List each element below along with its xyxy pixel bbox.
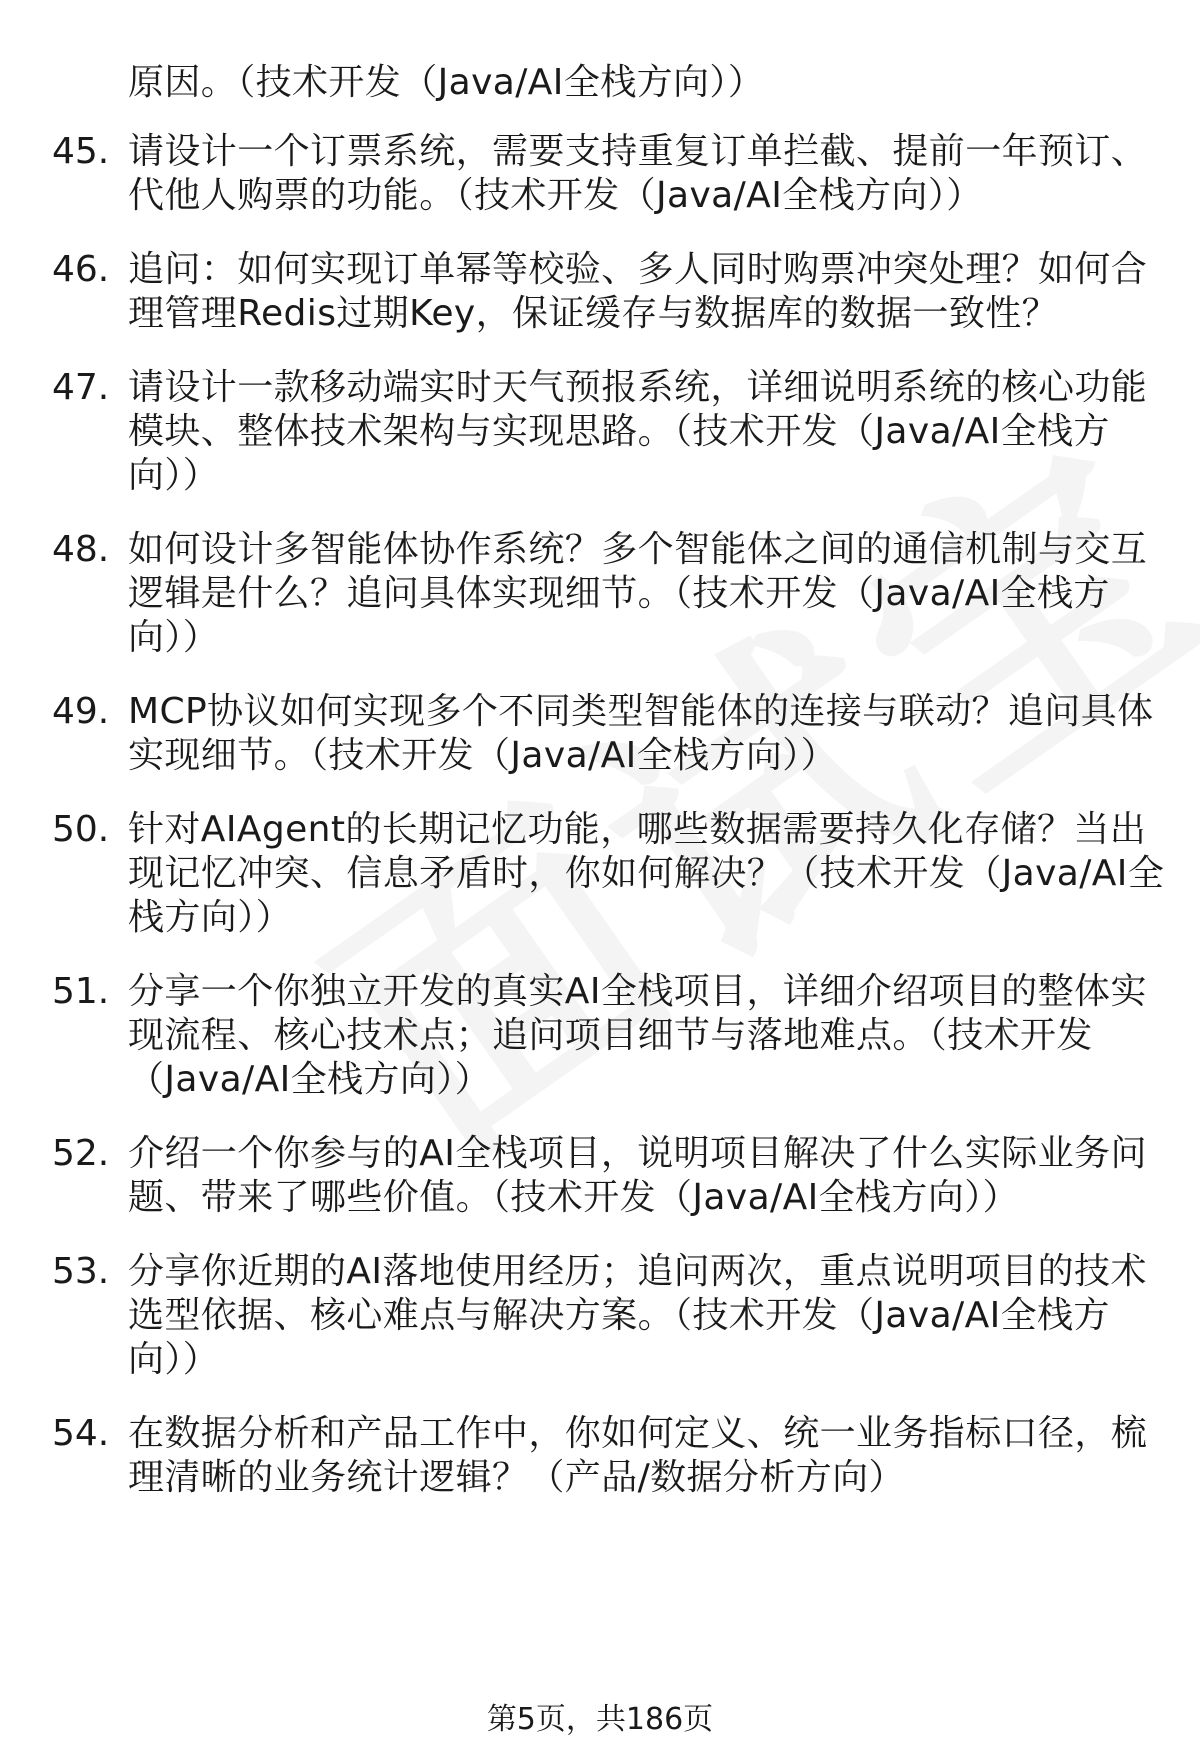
question-line: 向）） bbox=[128, 455, 220, 496]
question-number: 48. bbox=[52, 529, 110, 570]
question-line: 代他人购票的功能。（技术开发（Java/AI全栈方向）） bbox=[128, 175, 983, 216]
intro-line: 原因。（技术开发（Java/AI全栈方向）） bbox=[128, 62, 765, 103]
question-line: 模块、整体技术架构与实现思路。（技术开发（Java/AI全栈方 bbox=[128, 411, 1110, 452]
question-line: 追问：如何实现订单幂等校验、多人同时购票冲突处理？如何合 bbox=[128, 249, 1148, 290]
question-line: （Java/AI全栈方向）） bbox=[128, 1059, 492, 1100]
question-number: 52. bbox=[52, 1133, 110, 1174]
question-line: 针对AIAgent的长期记忆功能，哪些数据需要持久化存储？当出 bbox=[128, 809, 1147, 850]
question-line: MCP协议如何实现多个不同类型智能体的连接与联动？追问具体 bbox=[128, 691, 1154, 732]
question-number: 46. bbox=[52, 249, 110, 290]
question-number: 54. bbox=[52, 1413, 110, 1454]
question-number: 50. bbox=[52, 809, 110, 850]
question-line: 选型依据、核心难点与解决方案。（技术开发（Java/AI全栈方 bbox=[128, 1295, 1110, 1336]
question-line: 请设计一款移动端实时天气预报系统，详细说明系统的核心功能 bbox=[128, 367, 1148, 408]
question-number: 51. bbox=[52, 971, 110, 1012]
question-line: 请设计一个订票系统，需要支持重复订单拦截、提前一年预订、 bbox=[128, 131, 1148, 172]
question-line: 理清晰的业务统计逻辑？（产品/数据分析方向） bbox=[128, 1457, 905, 1498]
question-line: 题、带来了哪些价值。（技术开发（Java/AI全栈方向）） bbox=[128, 1177, 1020, 1218]
question-line: 逻辑是什么？追问具体实现细节。（技术开发（Java/AI全栈方 bbox=[128, 573, 1110, 614]
question-line: 介绍一个你参与的AI全栈项目，说明项目解决了什么实际业务问 bbox=[128, 1133, 1147, 1174]
question-number: 47. bbox=[52, 367, 110, 408]
question-line: 如何设计多智能体协作系统？多个智能体之间的通信机制与交互 bbox=[128, 529, 1148, 570]
question-line: 向）） bbox=[128, 1339, 220, 1380]
question-line: 栈方向）） bbox=[128, 897, 293, 938]
question-number: 53. bbox=[52, 1251, 110, 1292]
question-line: 现记忆冲突、信息矛盾时，你如何解决？（技术开发（Java/AI全 bbox=[128, 853, 1165, 894]
question-line: 在数据分析和产品工作中，你如何定义、统一业务指标口径，梳 bbox=[128, 1413, 1148, 1454]
question-line: 向）） bbox=[128, 617, 220, 658]
question-line: 分享你近期的AI落地使用经历；追问两次，重点说明项目的技术 bbox=[128, 1251, 1147, 1292]
question-line: 理管理Redis过期Key，保证缓存与数据库的数据一致性？ bbox=[128, 293, 1059, 334]
page-number-footer: 第5页，共186页 bbox=[486, 1702, 714, 1737]
question-number: 49. bbox=[52, 691, 110, 732]
question-line: 现流程、核心技术点；追问项目细节与落地难点。（技术开发 bbox=[128, 1015, 1093, 1056]
question-number: 45. bbox=[52, 131, 110, 172]
question-line: 分享一个你独立开发的真实AI全栈项目，详细介绍项目的整体实 bbox=[128, 971, 1147, 1012]
question-line: 实现细节。（技术开发（Java/AI全栈方向）） bbox=[128, 735, 838, 776]
